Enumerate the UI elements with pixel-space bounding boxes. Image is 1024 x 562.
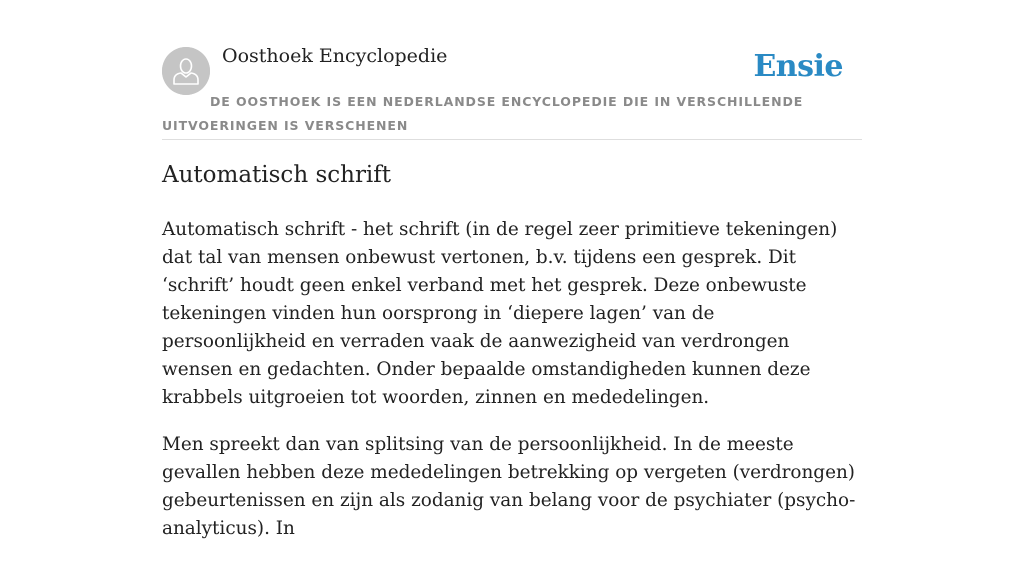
site-header bbox=[162, 0, 862, 140]
article-body bbox=[162, 216, 862, 562]
site-tagline: DE OOSTHOEK IS EEN NEDERLANDSE ENCYCLOPEDIE DIE IN VERSCHILLENDE UITVOERINGEN IS VERSCHENEN bbox=[162, 94, 804, 133]
article-paragraph: Men spreekt dan van splitsing van de persoonlijkheid. In de meeste gevallen hebben deze mededelingen betrekking op vergeten (verdrongen) gebeurtenissen en zijn als zodanig van belang voor de psychiater (psycho-analyticus). In bbox=[162, 434, 856, 539]
ensie-logo[interactable]: Ensie bbox=[753, 49, 843, 84]
article-title: Automatisch schrift bbox=[162, 162, 392, 188]
page bbox=[162, 0, 862, 539]
site-name[interactable]: Oosthoek Encyclopedie bbox=[222, 45, 448, 67]
article-paragraph: Automatisch schrift - het schrift (in de regel zeer primitieve tekeningen) dat tal van mensen onbewust vertonen, b.v. tijdens een gesprek. Dit ‘schrift’ houdt geen enkel verband met het gesprek. Deze onbewuste tekeningen vinden hun oorsprong in ‘diepere lagen’ van de persoonlijkheid en verraden vaak de aanwezigheid van verdrongen wensen en gedachten. Onder bepaalde omstandigheden kunnen deze krabbels uitgroeien tot woorden, zinnen en mededelingen. bbox=[162, 219, 838, 408]
user-silhouette-icon[interactable] bbox=[162, 47, 210, 95]
